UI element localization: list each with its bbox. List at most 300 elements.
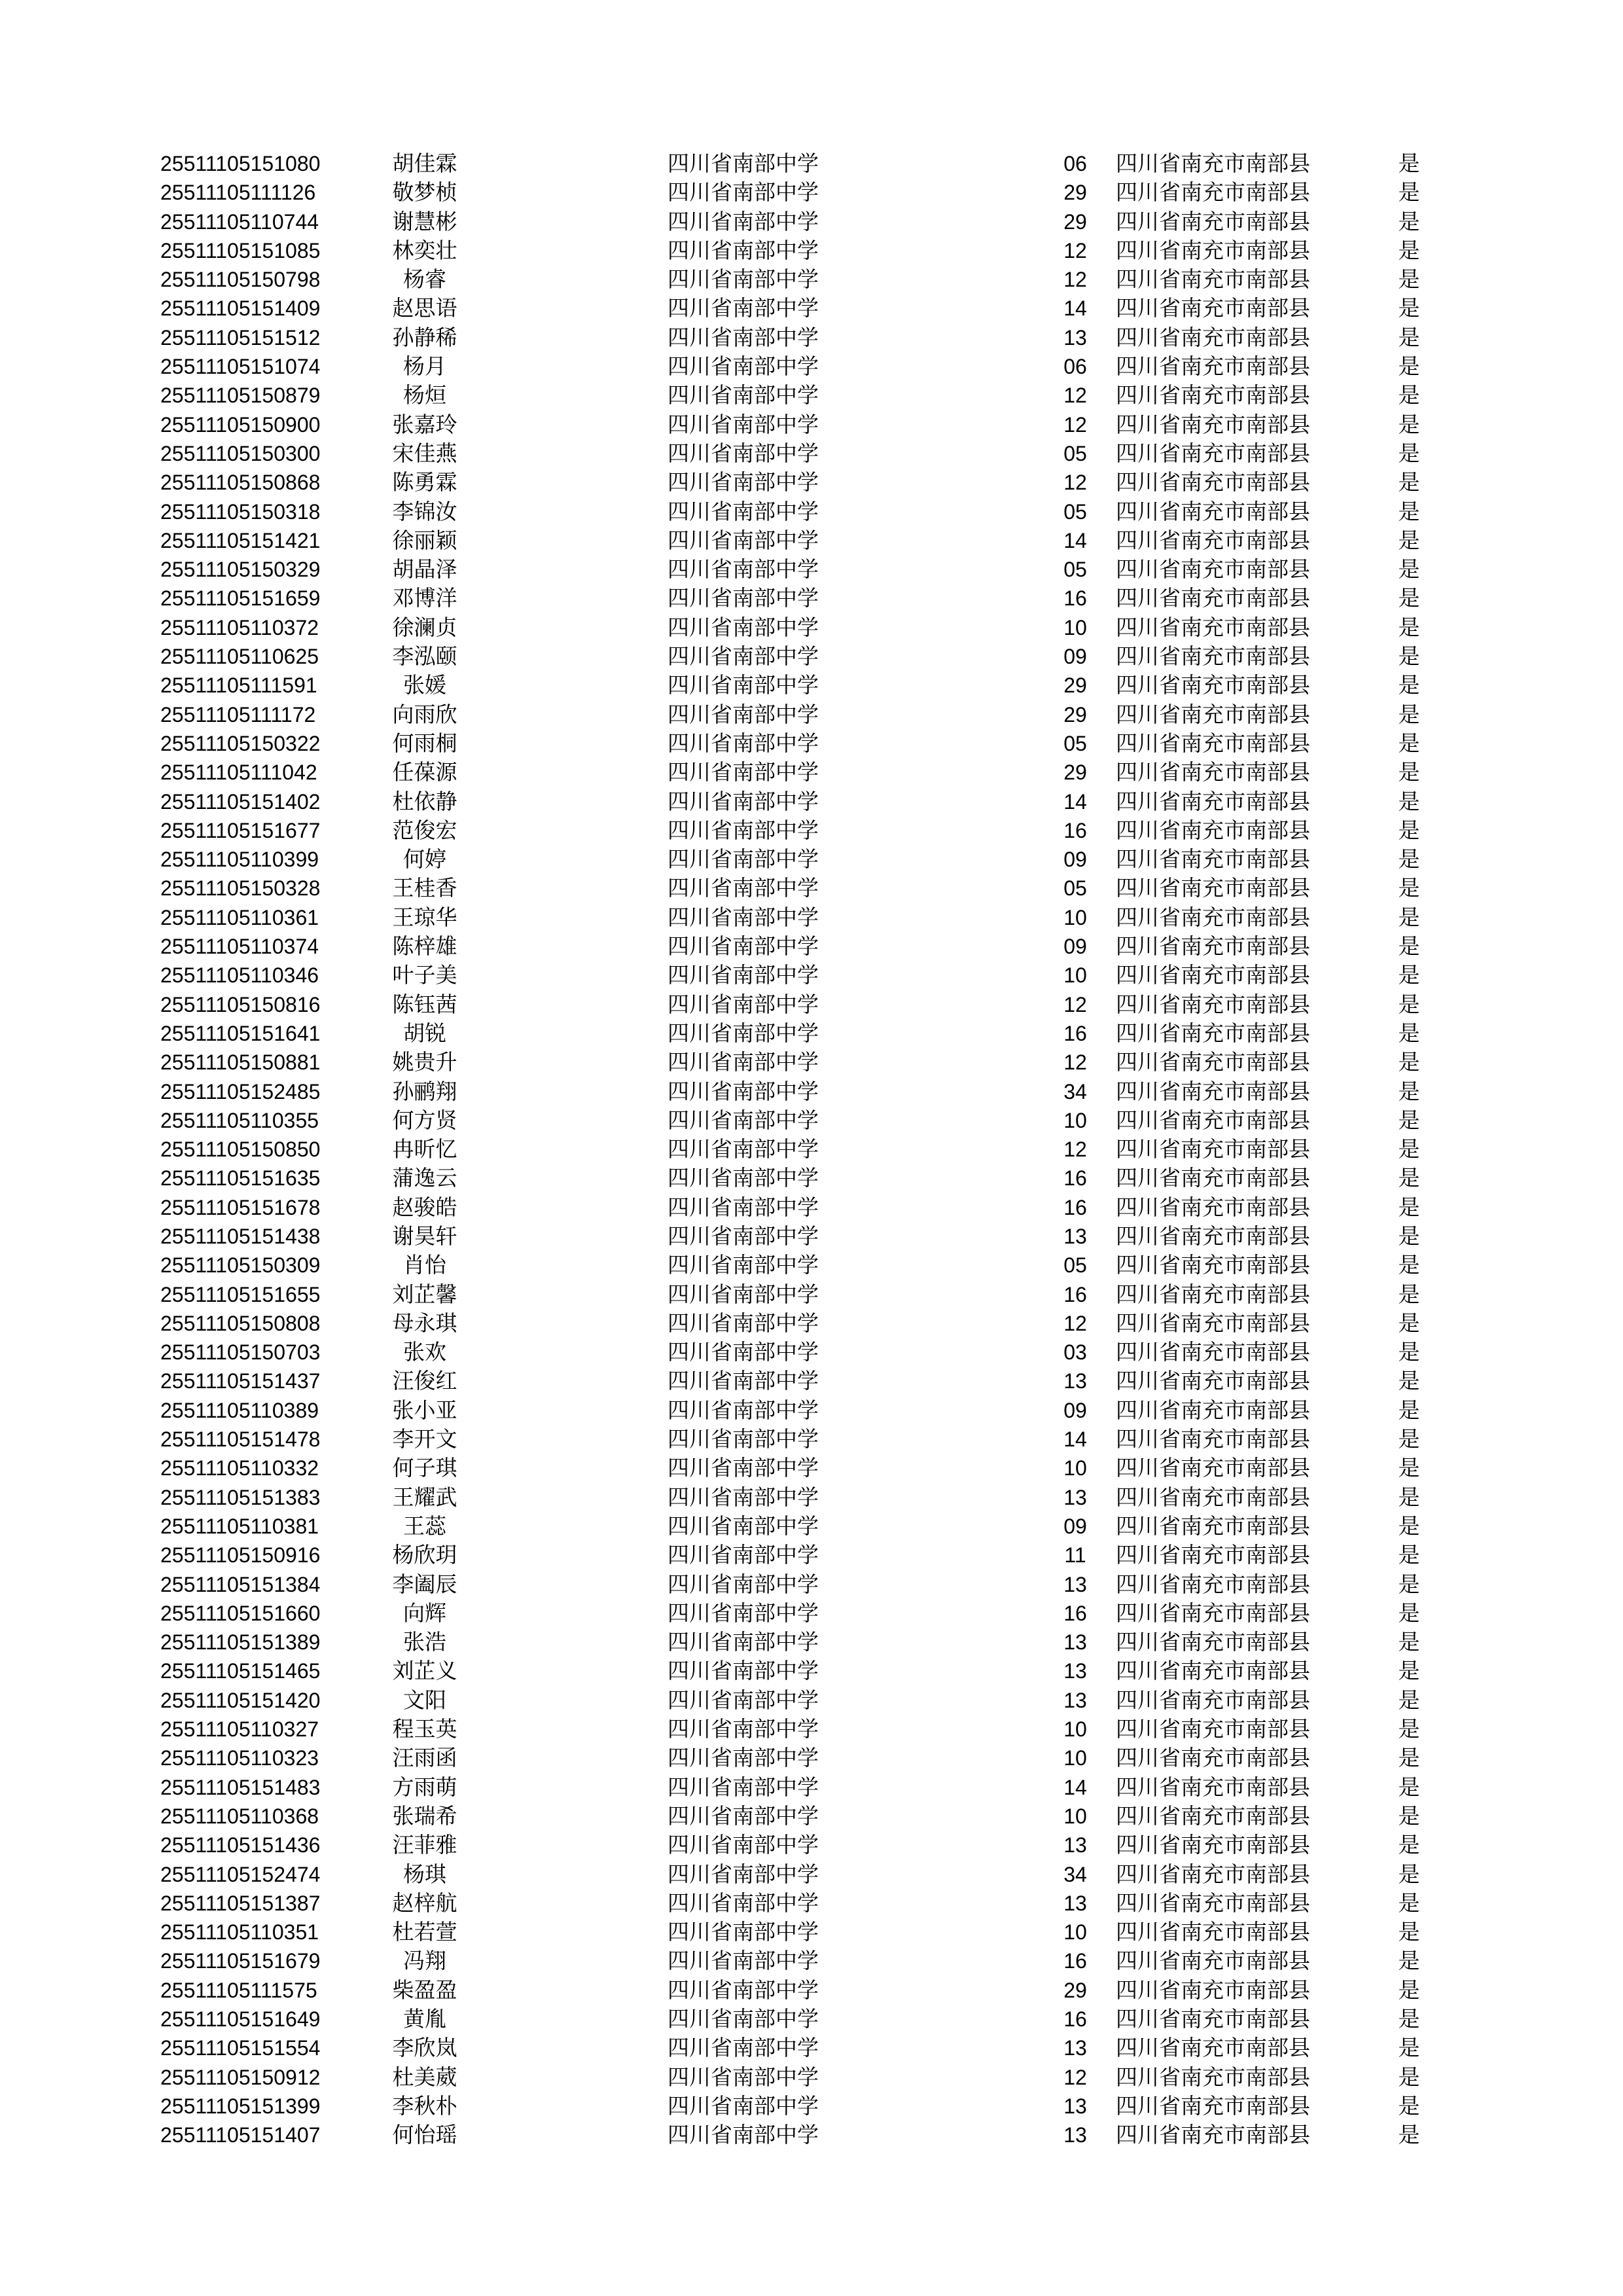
eligibility-flag-cell: 是 (1398, 498, 1420, 524)
student-name-cell: 冉昕忆 (392, 1136, 457, 1162)
student-id-cell: 25511105150318 (160, 499, 321, 524)
school-cell: 四川省南部中学 (668, 991, 819, 1017)
school-cell: 四川省南部中学 (668, 1078, 819, 1104)
table-row (0, 1425, 1623, 1454)
student-id-cell: 25511105110332 (160, 1456, 319, 1480)
school-cell: 四川省南部中学 (668, 2006, 819, 2032)
school-cell: 四川省南部中学 (668, 904, 819, 930)
student-id-cell: 25511105151660 (160, 1601, 321, 1625)
school-cell: 四川省南部中学 (668, 295, 819, 321)
category-code-cell: 12 (1063, 2065, 1087, 2089)
table-row (0, 1512, 1623, 1541)
school-cell: 四川省南部中学 (668, 1629, 819, 1655)
school-cell: 四川省南部中学 (668, 1194, 819, 1220)
school-cell: 四川省南部中学 (668, 1310, 819, 1336)
student-id-cell: 25511105111172 (160, 702, 316, 726)
region-cell: 四川省南充市南部县 (1116, 1397, 1310, 1423)
school-cell: 四川省南部中学 (668, 1890, 819, 1916)
student-name-cell: 杨睿 (403, 266, 446, 293)
student-name-cell: 向辉 (403, 1600, 446, 1626)
eligibility-flag-cell: 是 (1398, 1136, 1420, 1162)
school-cell: 四川省南部中学 (668, 788, 819, 814)
student-name-cell: 汪俊红 (392, 1368, 457, 1394)
eligibility-flag-cell: 是 (1398, 1977, 1420, 2003)
school-cell: 四川省南部中学 (668, 1339, 819, 1365)
school-cell: 四川省南部中学 (668, 875, 819, 901)
region-cell: 四川省南充市南部县 (1116, 1223, 1310, 1249)
table-row (0, 1367, 1623, 1395)
student-name-cell: 任葆源 (392, 759, 457, 785)
student-id-cell: 25511105151407 (160, 2123, 321, 2147)
student-id-cell: 25511105151641 (160, 1021, 321, 1045)
student-name-cell: 陈勇霖 (392, 469, 457, 495)
school-cell: 四川省南部中学 (668, 1426, 819, 1452)
table-row (0, 1946, 1623, 1975)
region-cell: 四川省南充市南部县 (1116, 295, 1310, 321)
student-id-cell: 25511105151436 (160, 1833, 321, 1857)
student-id-cell: 25511105151387 (160, 1891, 321, 1915)
region-cell: 四川省南充市南部县 (1116, 440, 1310, 466)
eligibility-flag-cell: 是 (1398, 556, 1420, 583)
student-name-cell: 胡晶泽 (392, 556, 457, 583)
category-code-cell: 03 (1063, 1340, 1087, 1365)
student-id-cell: 25511105151678 (160, 1195, 321, 1219)
student-id-cell: 25511105151383 (160, 1485, 321, 1509)
table-row (0, 2063, 1623, 2092)
student-id-cell: 25511105110625 (160, 645, 319, 669)
school-cell: 四川省南部中学 (668, 469, 819, 495)
school-cell: 四川省南部中学 (668, 208, 819, 234)
table-row (0, 526, 1623, 555)
school-cell: 四川省南部中学 (668, 1658, 819, 1684)
table-row (0, 1454, 1623, 1482)
category-code-cell: 05 (1063, 731, 1087, 755)
table-row (0, 1715, 1623, 1744)
category-code-cell: 13 (1063, 1688, 1087, 1712)
table-row (0, 1918, 1623, 1946)
region-cell: 四川省南充市南部县 (1116, 469, 1310, 495)
category-code-cell: 12 (1063, 471, 1087, 495)
category-code-cell: 05 (1063, 558, 1087, 582)
region-cell: 四川省南充市南部县 (1116, 1687, 1310, 1713)
school-cell: 四川省南部中学 (668, 1600, 819, 1626)
region-cell: 四川省南充市南部县 (1116, 2035, 1310, 2061)
eligibility-flag-cell: 是 (1398, 1513, 1420, 1539)
region-cell: 四川省南充市南部县 (1116, 701, 1310, 727)
student-id-cell: 25511105111042 (160, 761, 317, 785)
category-code-cell: 13 (1063, 2036, 1087, 2060)
eligibility-flag-cell: 是 (1398, 1426, 1420, 1452)
category-code-cell: 16 (1063, 1949, 1087, 1973)
category-code-cell: 34 (1063, 1862, 1087, 1886)
student-id-cell: 25511105111575 (160, 1978, 317, 2002)
eligibility-flag-cell: 是 (1398, 295, 1420, 321)
eligibility-flag-cell: 是 (1398, 151, 1420, 176)
table-row (0, 932, 1623, 961)
table-row (0, 1483, 1623, 1512)
student-name-cell: 方雨萌 (392, 1774, 457, 1800)
table-row (0, 381, 1623, 410)
table-row (0, 1048, 1623, 1077)
student-name-cell: 柴盈盈 (392, 1977, 457, 2003)
student-name-cell: 邓博洋 (392, 585, 457, 611)
category-code-cell: 12 (1063, 412, 1087, 437)
student-name-cell: 王耀武 (392, 1484, 457, 1510)
category-code-cell: 16 (1063, 1166, 1087, 1191)
category-code-cell: 14 (1063, 789, 1087, 814)
table-row (0, 178, 1623, 207)
student-name-cell: 何雨桐 (392, 730, 457, 756)
student-id-cell: 25511105110346 (160, 963, 319, 988)
category-code-cell: 16 (1063, 1601, 1087, 1625)
eligibility-flag-cell: 是 (1398, 1049, 1420, 1075)
category-code-cell: 13 (1063, 1833, 1087, 1857)
region-cell: 四川省南充市南部县 (1116, 1426, 1310, 1452)
table-row (0, 961, 1623, 990)
eligibility-flag-cell: 是 (1398, 1542, 1420, 1568)
student-name-cell: 李锦汝 (392, 498, 457, 524)
region-cell: 四川省南充市南部县 (1116, 1339, 1310, 1365)
region-cell: 四川省南充市南部县 (1116, 179, 1310, 206)
school-cell: 四川省南部中学 (668, 1455, 819, 1481)
student-id-cell: 25511105150900 (160, 412, 321, 437)
school-cell: 四川省南部中学 (668, 962, 819, 988)
table-row (0, 149, 1623, 178)
school-cell: 四川省南部中学 (668, 1687, 819, 1713)
region-cell: 四川省南充市南部县 (1116, 1861, 1310, 1887)
eligibility-flag-cell: 是 (1398, 1745, 1420, 1771)
region-cell: 四川省南充市南部县 (1116, 1542, 1310, 1568)
student-id-cell: 25511105150808 (160, 1311, 321, 1335)
student-id-cell: 25511105150322 (160, 731, 321, 755)
eligibility-flag-cell: 是 (1398, 614, 1420, 640)
category-code-cell: 10 (1063, 1717, 1087, 1742)
student-name-cell: 张欢 (403, 1339, 446, 1365)
category-code-cell: 29 (1063, 209, 1087, 234)
school-cell: 四川省南部中学 (668, 1745, 819, 1771)
table-row (0, 1541, 1623, 1570)
student-name-cell: 杜美葳 (392, 2064, 457, 2090)
table-row (0, 439, 1623, 468)
school-cell: 四川省南部中学 (668, 151, 819, 176)
student-name-cell: 杜若萱 (392, 1919, 457, 1945)
student-name-cell: 王蕊 (403, 1513, 446, 1539)
eligibility-flag-cell: 是 (1398, 2122, 1420, 2148)
table-row (0, 729, 1623, 758)
region-cell: 四川省南充市南部县 (1116, 1310, 1310, 1336)
region-cell: 四川省南充市南部县 (1116, 1455, 1310, 1481)
table-row (0, 497, 1623, 526)
table-row (0, 1019, 1623, 1048)
category-code-cell: 16 (1063, 2007, 1087, 2031)
region-cell: 四川省南充市南部县 (1116, 933, 1310, 960)
school-cell: 四川省南部中学 (668, 556, 819, 583)
region-cell: 四川省南充市南部县 (1116, 1078, 1310, 1104)
category-code-cell: 10 (1063, 1804, 1087, 1828)
eligibility-flag-cell: 是 (1398, 1948, 1420, 1974)
student-name-cell: 刘芷义 (392, 1658, 457, 1684)
eligibility-flag-cell: 是 (1398, 1252, 1420, 1278)
category-code-cell: 14 (1063, 528, 1087, 552)
student-name-cell: 张浩 (403, 1629, 446, 1655)
category-code-cell: 12 (1063, 238, 1087, 262)
student-name-cell: 何婷 (403, 846, 446, 872)
region-cell: 四川省南充市南部县 (1116, 266, 1310, 293)
category-code-cell: 06 (1063, 355, 1087, 379)
student-id-cell: 25511105110361 (160, 905, 319, 929)
student-id-cell: 25511105151085 (160, 238, 321, 262)
eligibility-flag-cell: 是 (1398, 585, 1420, 611)
school-cell: 四川省南部中学 (668, 1571, 819, 1597)
school-cell: 四川省南部中学 (668, 1948, 819, 1974)
category-code-cell: 29 (1063, 181, 1087, 205)
category-code-cell: 13 (1063, 1630, 1087, 1655)
student-id-cell: 25511105151409 (160, 296, 321, 321)
student-id-cell: 25511105110327 (160, 1717, 319, 1742)
eligibility-flag-cell: 是 (1398, 788, 1420, 814)
table-row (0, 352, 1623, 381)
school-cell: 四川省南部中学 (668, 1861, 819, 1887)
table-row (0, 468, 1623, 497)
student-name-cell: 姚贵升 (392, 1049, 457, 1075)
student-id-cell: 25511105110744 (160, 209, 319, 234)
category-code-cell: 09 (1063, 645, 1087, 669)
student-id-cell: 25511105110351 (160, 1920, 319, 1945)
table-row (0, 207, 1623, 236)
category-code-cell: 05 (1063, 499, 1087, 524)
category-code-cell: 05 (1063, 441, 1087, 465)
region-cell: 四川省南充市南部县 (1116, 991, 1310, 1017)
student-name-cell: 孙鹂翔 (392, 1078, 457, 1104)
student-id-cell: 25511105152485 (160, 1079, 321, 1103)
category-code-cell: 16 (1063, 818, 1087, 842)
student-name-cell: 汪菲雅 (392, 1832, 457, 1858)
table-row (0, 1860, 1623, 1889)
eligibility-flag-cell: 是 (1398, 324, 1420, 350)
region-cell: 四川省南充市南部县 (1116, 1890, 1310, 1916)
student-id-cell: 25511105110381 (160, 1514, 319, 1538)
eligibility-flag-cell: 是 (1398, 1803, 1420, 1829)
student-name-cell: 李泓颐 (392, 643, 457, 670)
student-id-cell: 25511105110323 (160, 1746, 319, 1770)
region-cell: 四川省南充市南部县 (1116, 527, 1310, 553)
student-id-cell: 25511105151677 (160, 818, 321, 842)
table-row (0, 845, 1623, 874)
table-row (0, 1657, 1623, 1685)
eligibility-flag-cell: 是 (1398, 904, 1420, 930)
student-id-cell: 25511105151655 (160, 1282, 321, 1306)
eligibility-flag-cell: 是 (1398, 875, 1420, 901)
student-id-cell: 25511105151635 (160, 1166, 321, 1191)
eligibility-flag-cell: 是 (1398, 1397, 1420, 1423)
region-cell: 四川省南充市南部县 (1116, 237, 1310, 263)
category-code-cell: 12 (1063, 1050, 1087, 1075)
eligibility-flag-cell: 是 (1398, 1455, 1420, 1481)
table-row (0, 410, 1623, 439)
student-id-cell: 25511105151399 (160, 2094, 321, 2118)
category-code-cell: 29 (1063, 1978, 1087, 2002)
eligibility-flag-cell: 是 (1398, 672, 1420, 698)
student-id-cell: 25511105151402 (160, 789, 321, 814)
region-cell: 四川省南充市南部县 (1116, 2092, 1310, 2119)
student-id-cell: 25511105150300 (160, 441, 321, 465)
school-cell: 四川省南部中学 (668, 1397, 819, 1423)
student-name-cell: 陈梓雄 (392, 933, 457, 960)
eligibility-flag-cell: 是 (1398, 1165, 1420, 1191)
category-code-cell: 10 (1063, 905, 1087, 929)
student-id-cell: 25511105150881 (160, 1050, 321, 1075)
student-id-cell: 25511105110374 (160, 935, 319, 959)
region-cell: 四川省南充市南部县 (1116, 353, 1310, 380)
student-id-cell: 25511105110399 (160, 848, 319, 872)
category-code-cell: 13 (1063, 1224, 1087, 1248)
table-row (0, 2005, 1623, 2034)
table-row (0, 1251, 1623, 1280)
region-cell: 四川省南充市南部县 (1116, 875, 1310, 901)
region-cell: 四川省南充市南部县 (1116, 1803, 1310, 1829)
region-cell: 四川省南充市南部县 (1116, 411, 1310, 437)
table-row (0, 555, 1623, 584)
student-name-cell: 李秋朴 (392, 2092, 457, 2119)
table-row (0, 874, 1623, 903)
school-cell: 四川省南部中学 (668, 2035, 819, 2061)
school-cell: 四川省南部中学 (668, 1020, 819, 1046)
student-id-cell: 25511105110372 (160, 615, 319, 639)
student-name-cell: 向雨欣 (392, 701, 457, 727)
table-row (0, 1222, 1623, 1251)
student-name-cell: 赵骏皓 (392, 1194, 457, 1220)
table-row (0, 1396, 1623, 1425)
school-cell: 四川省南部中学 (668, 498, 819, 524)
student-id-cell: 25511105150912 (160, 2065, 321, 2089)
table-row (0, 990, 1623, 1019)
student-id-cell: 25511105151074 (160, 355, 321, 379)
school-cell: 四川省南部中学 (668, 701, 819, 727)
eligibility-flag-cell: 是 (1398, 527, 1420, 553)
eligibility-flag-cell: 是 (1398, 1716, 1420, 1742)
student-name-cell: 李阖辰 (392, 1571, 457, 1597)
student-list-table (0, 149, 1623, 2149)
student-id-cell: 25511105151080 (160, 152, 321, 175)
school-cell: 四川省南部中学 (668, 846, 819, 872)
student-name-cell: 王桂香 (392, 875, 457, 901)
student-name-cell: 何子琪 (392, 1455, 457, 1481)
table-row (0, 1193, 1623, 1222)
table-row (0, 2034, 1623, 2062)
eligibility-flag-cell: 是 (1398, 962, 1420, 988)
student-name-cell: 张小亚 (392, 1397, 457, 1423)
region-cell: 四川省南充市南部县 (1116, 324, 1310, 350)
region-cell: 四川省南充市南部县 (1116, 382, 1310, 408)
eligibility-flag-cell: 是 (1398, 1368, 1420, 1394)
student-name-cell: 冯翔 (403, 1948, 446, 1974)
eligibility-flag-cell: 是 (1398, 1194, 1420, 1220)
student-id-cell: 25511105151483 (160, 1775, 321, 1799)
eligibility-flag-cell: 是 (1398, 1078, 1420, 1104)
region-cell: 四川省南充市南部县 (1116, 672, 1310, 698)
student-name-cell: 杨欣玥 (392, 1542, 457, 1568)
school-cell: 四川省南部中学 (668, 1368, 819, 1394)
category-code-cell: 09 (1063, 848, 1087, 872)
region-cell: 四川省南充市南部县 (1116, 1716, 1310, 1742)
eligibility-flag-cell: 是 (1398, 1571, 1420, 1597)
region-cell: 四川省南充市南部县 (1116, 1281, 1310, 1307)
category-code-cell: 16 (1063, 586, 1087, 611)
category-code-cell: 14 (1063, 1427, 1087, 1452)
eligibility-flag-cell: 是 (1398, 1919, 1420, 1945)
school-cell: 四川省南部中学 (668, 1252, 819, 1278)
table-row (0, 642, 1623, 671)
region-cell: 四川省南充市南部县 (1116, 1600, 1310, 1626)
student-id-cell: 25511105151437 (160, 1369, 321, 1393)
region-cell: 四川省南充市南部县 (1116, 846, 1310, 872)
school-cell: 四川省南部中学 (668, 672, 819, 698)
student-name-cell: 范俊宏 (392, 817, 457, 843)
eligibility-flag-cell: 是 (1398, 730, 1420, 756)
student-id-cell: 25511105111591 (160, 673, 317, 698)
school-cell: 四川省南部中学 (668, 1774, 819, 1800)
student-name-cell: 胡锐 (403, 1020, 446, 1046)
category-code-cell: 10 (1063, 963, 1087, 988)
school-cell: 四川省南部中学 (668, 1107, 819, 1133)
eligibility-flag-cell: 是 (1398, 817, 1420, 843)
school-cell: 四川省南部中学 (668, 1223, 819, 1249)
table-row (0, 1338, 1623, 1367)
eligibility-flag-cell: 是 (1398, 1861, 1420, 1887)
student-name-cell: 汪雨函 (392, 1745, 457, 1771)
student-name-cell: 赵梓航 (392, 1890, 457, 1916)
school-cell: 四川省南部中学 (668, 759, 819, 785)
category-code-cell: 09 (1063, 1514, 1087, 1538)
school-cell: 四川省南部中学 (668, 1832, 819, 1858)
school-cell: 四川省南部中学 (668, 1919, 819, 1945)
eligibility-flag-cell: 是 (1398, 2064, 1420, 2090)
category-code-cell: 13 (1063, 1572, 1087, 1596)
category-code-cell: 29 (1063, 673, 1087, 698)
student-id-cell: 25511105151659 (160, 586, 321, 611)
eligibility-flag-cell: 是 (1398, 701, 1420, 727)
eligibility-flag-cell: 是 (1398, 643, 1420, 670)
category-code-cell: 10 (1063, 1920, 1087, 1945)
school-cell: 四川省南部中学 (668, 411, 819, 437)
student-id-cell: 25511105151438 (160, 1224, 321, 1248)
eligibility-flag-cell: 是 (1398, 1890, 1420, 1916)
eligibility-flag-cell: 是 (1398, 1020, 1420, 1046)
school-cell: 四川省南部中学 (668, 643, 819, 670)
eligibility-flag-cell: 是 (1398, 266, 1420, 293)
region-cell: 四川省南充市南部县 (1116, 614, 1310, 640)
category-code-cell: 13 (1063, 1891, 1087, 1915)
category-code-cell: 12 (1063, 992, 1087, 1016)
category-code-cell: 29 (1063, 702, 1087, 726)
category-code-cell: 12 (1063, 1311, 1087, 1335)
eligibility-flag-cell: 是 (1398, 440, 1420, 466)
table-row (0, 816, 1623, 845)
student-id-cell: 25511105111126 (160, 181, 316, 205)
table-row (0, 1773, 1623, 1802)
table-row (0, 1280, 1623, 1309)
student-name-cell: 宋佳燕 (392, 440, 457, 466)
school-cell: 四川省南部中学 (668, 614, 819, 640)
student-name-cell: 杜依静 (392, 788, 457, 814)
region-cell: 四川省南充市南部县 (1116, 2122, 1310, 2148)
eligibility-flag-cell: 是 (1398, 1629, 1420, 1655)
category-code-cell: 14 (1063, 1775, 1087, 1799)
table-row (0, 758, 1623, 787)
eligibility-flag-cell: 是 (1398, 2006, 1420, 2032)
student-id-cell: 25511105150868 (160, 471, 321, 495)
eligibility-flag-cell: 是 (1398, 2035, 1420, 2061)
